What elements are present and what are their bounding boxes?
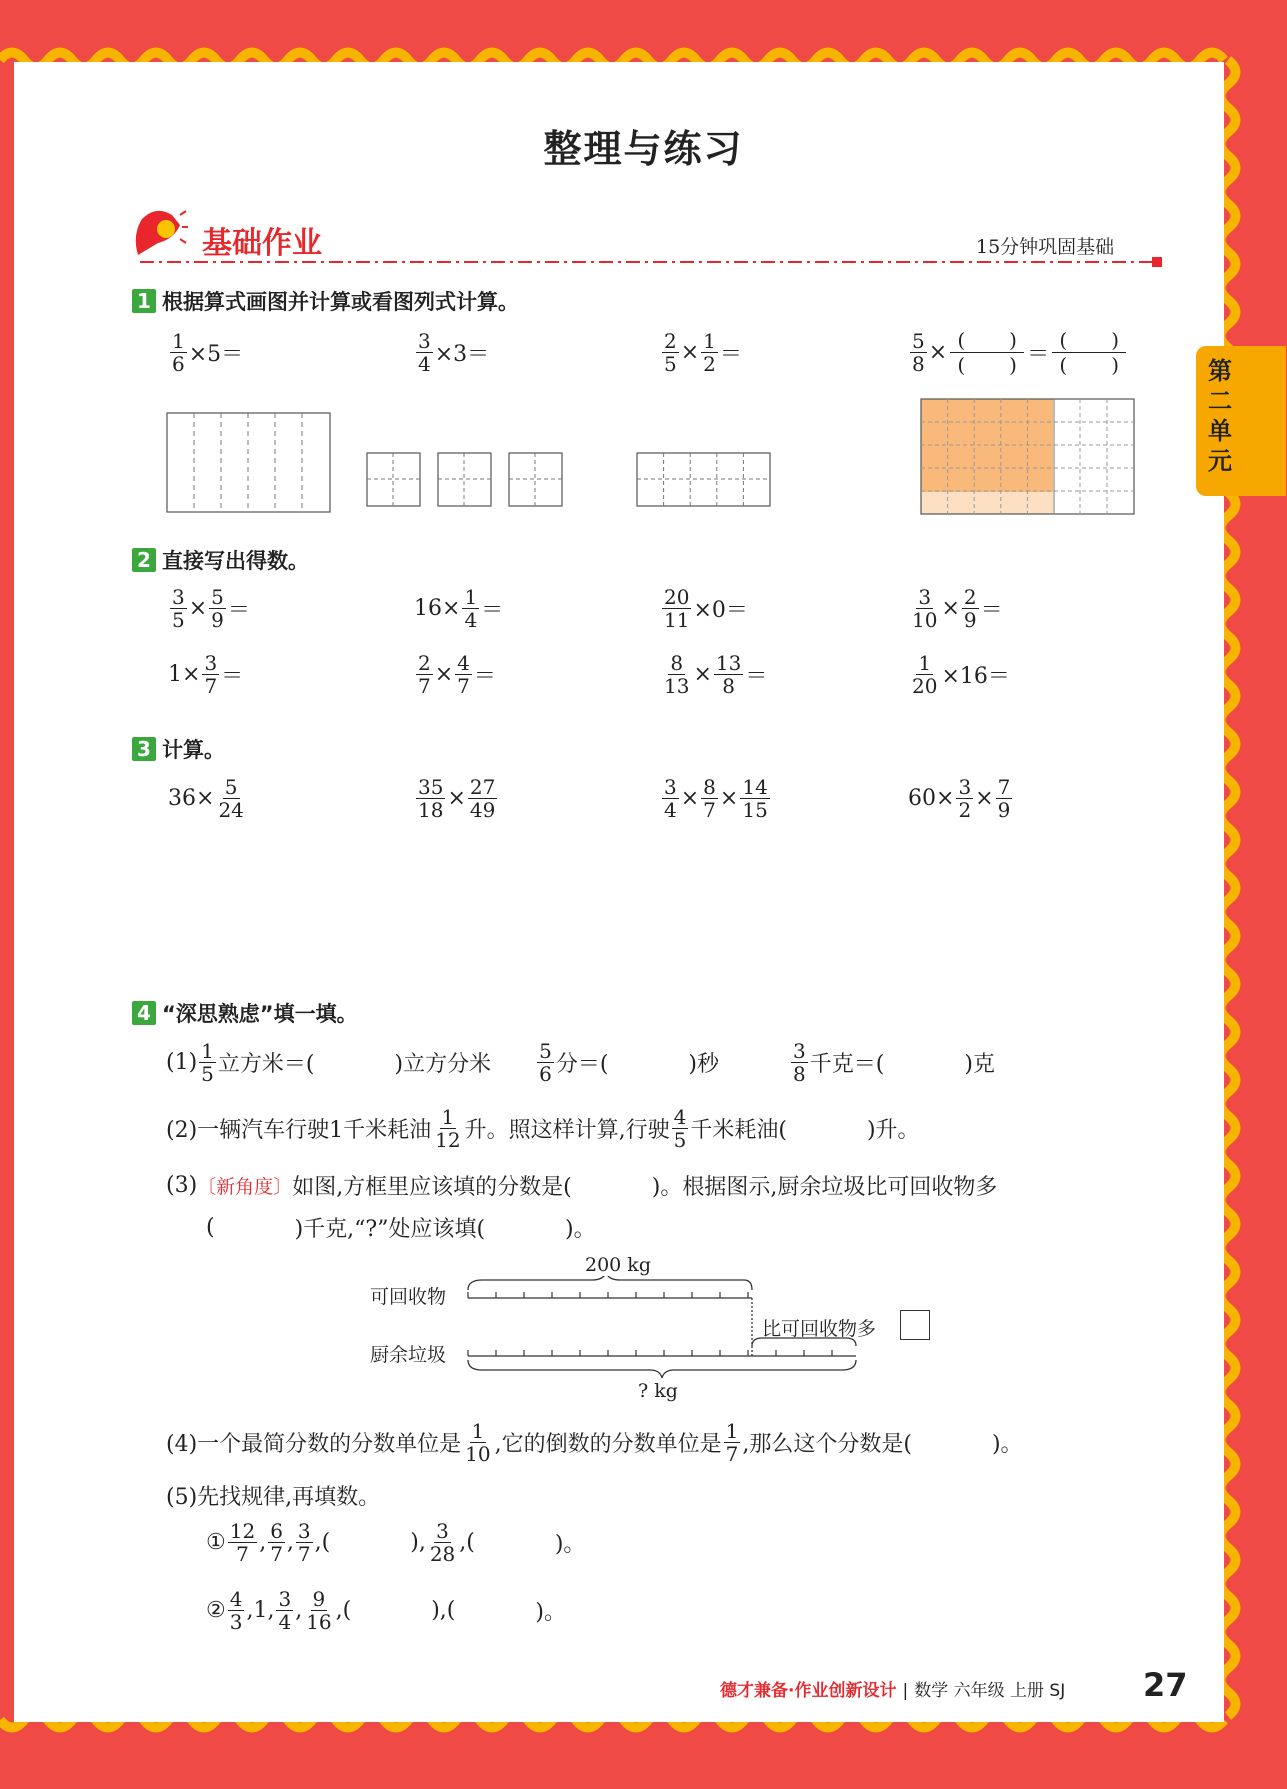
lamp-icon (128, 205, 188, 259)
blank-fraction[interactable]: $\frac{( )}{( )}$ (950, 328, 1024, 377)
q2-expr-7: $\frac{8}{13}$ × $\frac{13}{8}$ ＝ (664, 651, 768, 698)
q4-part-2: (2)一辆汽车行驶1千米耗油 $\frac{1}{12}$ 升。照这样计算,行驶 $\frac{4}{5}$ 千米耗油( )升。 (166, 1105, 920, 1152)
diagram-top-label: 200 kg (585, 1254, 651, 1276)
q2-expr-1: $\frac{3}{5}$ × $\frac{5}{9}$ ＝ (172, 585, 250, 632)
footer-meta: 数学 六年级 上册 SJ (914, 1681, 1066, 1701)
q1-expr-1: $\frac{1}{6}$ ×5＝ (172, 329, 244, 376)
diagram-row1-label: 可回收物 (370, 1286, 447, 1308)
q4-part-3-cont: ( )千克,“?”处应该填( )。 (206, 1215, 596, 1242)
q2-expr-5: 1× $\frac{3}{7}$ ＝ (168, 651, 244, 698)
q4-number: 4 (132, 1001, 156, 1025)
q4-part-4: (4)一个最简分数的分数单位是 $\frac{1}{10}$ ,它的倒数的分数单位是 $\frac{1}{7}$ ,那么这个分数是( )。 (166, 1419, 1023, 1466)
q1-expr-4: $\frac{5}{8}$ × $\frac{( )}{( )}$ ＝ $\frac{( )}{( )}$ (908, 328, 1129, 377)
q2-header (132, 545, 309, 575)
section-divider (140, 256, 1170, 268)
diagram-bars (462, 1276, 862, 1382)
q4-header (132, 998, 358, 1028)
diagram-bottom-label: ? kg (638, 1380, 678, 1402)
q4-part-1: (1) $\frac{1}{5}$ 立方米＝( )立方分米 $\frac{5}{6}$ 分＝( )秒 $\frac{3}{8}$ 千克＝( )克 (166, 1039, 995, 1086)
unit-tab-label: 第二单元 (1208, 357, 1232, 475)
q2-expr-3: $\frac{20}{11}$ ×0＝ (664, 585, 748, 632)
q1-figure-1[interactable] (166, 412, 332, 514)
diagram-answer-box[interactable] (900, 1310, 930, 1340)
q4-text: “深思熟虑”填一填。 (162, 1002, 358, 1026)
diagram-row2-label: 厨余垃圾 (370, 1344, 447, 1366)
q1-expr-2: $\frac{3}{4}$ ×3＝ (418, 329, 490, 376)
q2-text: 直接写出得数。 (162, 549, 309, 573)
q4-part-5-seq-1: ① $\frac{12}{7}$ , $\frac{6}{7}$ , $\frac{3}{7}$ ,( ), $\frac{3}{28}$ ,( )。 (206, 1519, 586, 1566)
q4-part-3: (3) 〔新角度〕 如图,方框里应该填的分数是( )。根据图示,厨余垃圾比可回收物多 (166, 1173, 998, 1200)
q3-expr-3: $\frac{3}{4}$ × $\frac{8}{7}$ × $\frac{14}{15}$ (664, 775, 768, 822)
q1-expr-3: $\frac{2}{5}$ × $\frac{1}{2}$ ＝ (664, 329, 742, 376)
section-time-note: 15分钟巩固基础 (976, 236, 1115, 258)
q1-header (132, 286, 519, 316)
q3-text: 计算。 (162, 738, 225, 762)
page-title: 整理与练习 (543, 127, 744, 171)
page-number: 27 (1143, 1666, 1188, 1704)
q3-expr-4: 60× $\frac{3}{2}$ × $\frac{7}{9}$ (908, 775, 1011, 822)
q1-figure-4[interactable] (920, 398, 1136, 516)
q2-expr-8: $\frac{1}{20}$ ×16＝ (912, 651, 1010, 698)
footer: 德才兼备·作业创新设计 | 数学 六年级 上册 SJ (720, 1681, 1066, 1701)
q4-part-5-seq-2: ② $\frac{4}{3}$ ,1, $\frac{3}{4}$ , $\frac{9}{16}$ ,( ),( )。 (206, 1587, 566, 1634)
blank-fraction[interactable]: $\frac{( )}{( )}$ (1052, 328, 1126, 377)
q1-number: 1 (132, 289, 156, 313)
q2-expr-4: $\frac{3}{10}$ × $\frac{2}{9}$ ＝ (912, 585, 1003, 632)
footer-brand: 德才兼备·作业创新设计 (720, 1681, 897, 1701)
diagram-more-label: 比可回收物多 (762, 1318, 877, 1340)
q3-header (132, 734, 225, 764)
q2-number: 2 (132, 548, 156, 572)
q1-figure-2[interactable] (366, 452, 566, 508)
section-title: 基础作业 (202, 226, 322, 261)
q3-expr-1: 36× $\frac{5}{24}$ (168, 775, 244, 822)
q2-expr-6: $\frac{2}{7}$ × $\frac{4}{7}$ ＝ (418, 651, 496, 698)
q4-part-5: (5)先找规律,再填数。 (166, 1485, 381, 1510)
q1-text: 根据算式画图并计算或看图列式计算。 (162, 290, 519, 314)
new-angle-badge: 〔新角度〕 (197, 1176, 293, 1198)
q3-expr-2: $\frac{35}{18}$ × $\frac{27}{49}$ (418, 775, 496, 822)
q1-figure-3[interactable] (636, 452, 772, 508)
q3-number: 3 (132, 737, 156, 761)
q2-expr-2: 16× $\frac{1}{4}$ ＝ (414, 585, 504, 632)
